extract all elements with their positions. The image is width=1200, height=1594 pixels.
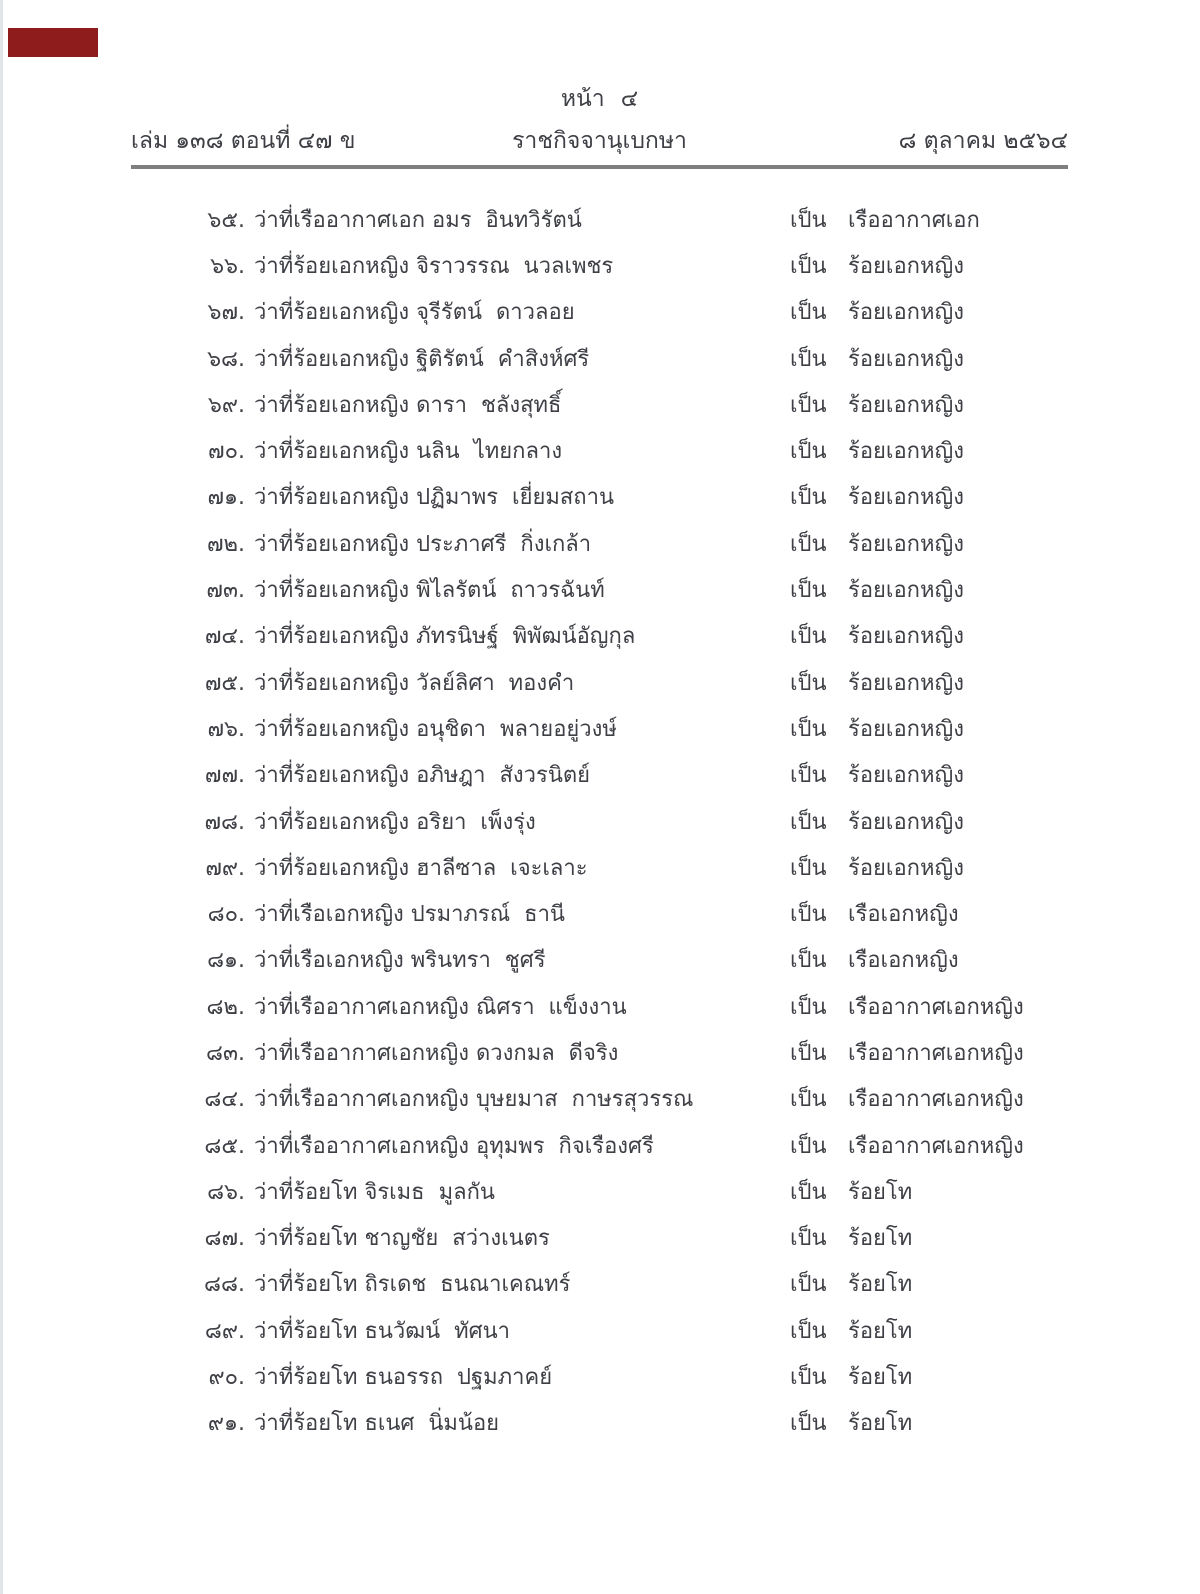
entry-name: ว่าที่ร้อยโท จิรเมธ มูลกัน bbox=[254, 1179, 495, 1205]
entry-new-rank: เรืออากาศเอก bbox=[848, 207, 980, 233]
entry-number: ๗๑. bbox=[207, 485, 245, 511]
entry-new-rank: ร้อยโท bbox=[848, 1365, 913, 1391]
entry-number: ๗๕. bbox=[204, 670, 245, 696]
entry-to-word: เป็น bbox=[790, 578, 827, 604]
entry-new-rank: เรืออากาศเอกหญิง bbox=[848, 1087, 1024, 1113]
entry-new-rank: ร้อยโท bbox=[848, 1411, 913, 1437]
table-row bbox=[181, 659, 1068, 705]
corner-redaction-mark bbox=[8, 28, 98, 57]
entry-number: ๘๓. bbox=[205, 1040, 245, 1066]
entry-name: ว่าที่เรืออากาศเอกหญิง ณิศรา แข็งงาน bbox=[254, 994, 627, 1020]
table-row bbox=[181, 381, 1068, 427]
entry-to-word: เป็น bbox=[790, 1411, 827, 1437]
entry-number: ๗๘. bbox=[204, 809, 245, 835]
entry-to-word: เป็น bbox=[790, 1272, 827, 1298]
entry-name: ว่าที่ร้อยโท ชาญชัย สว่างเนตร bbox=[254, 1226, 550, 1252]
entry-name: ว่าที่ร้อยเอกหญิง อนุชิดา พลายอยู่วงษ์ bbox=[254, 716, 617, 742]
entry-to-word: เป็น bbox=[790, 1365, 827, 1391]
entry-number: ๘๕. bbox=[204, 1133, 245, 1159]
table-row bbox=[181, 1307, 1068, 1353]
entry-number: ๘๑. bbox=[207, 948, 245, 974]
page-number-label: หน้า bbox=[560, 86, 605, 112]
entry-new-rank: ร้อยเอกหญิง bbox=[848, 485, 964, 511]
entry-name: ว่าที่ร้อยเอกหญิง ประภาศรี กิ่งเกล้า bbox=[254, 531, 592, 557]
entry-name: ว่าที่เรืออากาศเอก อมร อินทวิรัตน์ bbox=[254, 207, 582, 233]
entry-to-word: เป็น bbox=[790, 531, 827, 557]
volume-issue: เล่ม ๑๓๘ ตอนที่ ๔๗ ข bbox=[131, 128, 356, 154]
entry-to-word: เป็น bbox=[790, 1133, 827, 1159]
entry-number: ๗๐. bbox=[208, 439, 245, 465]
entry-new-rank: ร้อยโท bbox=[848, 1272, 913, 1298]
entry-to-word: เป็น bbox=[790, 902, 827, 928]
entry-to-word: เป็น bbox=[790, 1226, 827, 1252]
entry-to-word: เป็น bbox=[790, 948, 827, 974]
table-row bbox=[181, 613, 1068, 659]
table-row bbox=[181, 983, 1068, 1029]
entry-new-rank: ร้อยเอกหญิง bbox=[848, 670, 964, 696]
entry-number: ๖๖. bbox=[210, 253, 245, 279]
entry-to-word: เป็น bbox=[790, 485, 827, 511]
entry-new-rank: ร้อยเอกหญิง bbox=[848, 716, 964, 742]
table-row bbox=[181, 1029, 1068, 1075]
entries-list bbox=[181, 196, 1068, 1446]
table-row bbox=[181, 1168, 1068, 1214]
entry-number: ๘๒. bbox=[206, 994, 245, 1020]
entry-name: ว่าที่ร้อยเอกหญิง จิราวรรณ นวลเพชร bbox=[254, 253, 614, 279]
entry-new-rank: ร้อยโท bbox=[848, 1318, 913, 1344]
table-row bbox=[181, 752, 1068, 798]
table-row bbox=[181, 705, 1068, 751]
entry-name: ว่าที่ร้อยโท ธนวัฒน์ ทัศนา bbox=[254, 1318, 511, 1344]
entry-new-rank: เรือเอกหญิง bbox=[848, 948, 959, 974]
entry-name: ว่าที่ร้อยเอกหญิง ภัทรนิษฐ์ พิพัฒน์อัญกุล bbox=[254, 624, 636, 650]
publication-date: ๘ ตุลาคม ๒๕๖๔ bbox=[898, 128, 1068, 154]
entry-new-rank: เรืออากาศเอกหญิง bbox=[848, 1040, 1024, 1066]
entry-new-rank: ร้อยเอกหญิง bbox=[848, 809, 964, 835]
table-row bbox=[181, 844, 1068, 890]
entry-new-rank: ร้อยเอกหญิง bbox=[848, 763, 964, 789]
entry-name: ว่าที่ร้อยเอกหญิง ปฏิมาพร เยี่ยมสถาน bbox=[254, 485, 615, 511]
entry-to-word: เป็น bbox=[790, 1179, 827, 1205]
entry-new-rank: ร้อยโท bbox=[848, 1179, 913, 1205]
entry-new-rank: ร้อยเอกหญิง bbox=[848, 300, 964, 326]
entry-to-word: เป็น bbox=[790, 207, 827, 233]
entry-number: ๗๙. bbox=[205, 855, 245, 881]
table-row bbox=[181, 335, 1068, 381]
table-row bbox=[181, 1261, 1068, 1307]
table-row bbox=[181, 1215, 1068, 1261]
entry-number: ๗๓. bbox=[206, 578, 245, 604]
page-number-line bbox=[131, 83, 1068, 115]
table-row bbox=[181, 566, 1068, 612]
table-row bbox=[181, 937, 1068, 983]
table-row bbox=[181, 890, 1068, 936]
entry-name: ว่าที่ร้อยเอกหญิง จุรีรัตน์ ดาวลอย bbox=[254, 300, 575, 326]
entry-number: ๙๐. bbox=[208, 1365, 245, 1391]
entry-new-rank: ร้อยเอกหญิง bbox=[848, 346, 964, 372]
entry-new-rank: ร้อยเอกหญิง bbox=[848, 624, 964, 650]
entry-new-rank: ร้อยเอกหญิง bbox=[848, 392, 964, 418]
entry-name: ว่าที่ร้อยเอกหญิง ฐิติรัตน์ คำสิงห์ศรี bbox=[254, 346, 590, 372]
entry-number: ๗๒. bbox=[206, 531, 245, 557]
entry-to-word: เป็น bbox=[790, 624, 827, 650]
entry-name: ว่าที่ร้อยเอกหญิง ฮาลีซาล เจะเลาะ bbox=[254, 855, 588, 881]
entry-to-word: เป็น bbox=[790, 253, 827, 279]
page-content bbox=[131, 0, 1068, 1446]
entry-to-word: เป็น bbox=[790, 1087, 827, 1113]
table-row bbox=[181, 196, 1068, 242]
table-row bbox=[181, 474, 1068, 520]
entry-to-word: เป็น bbox=[790, 392, 827, 418]
entry-number: ๘๔. bbox=[204, 1087, 245, 1113]
entry-new-rank: เรือเอกหญิง bbox=[848, 902, 959, 928]
entry-number: ๘๖. bbox=[207, 1179, 245, 1205]
entry-name: ว่าที่ร้อยเอกหญิง พิไลรัตน์ ถาวรฉันท์ bbox=[254, 578, 605, 604]
entry-to-word: เป็น bbox=[790, 716, 827, 742]
entry-to-word: เป็น bbox=[790, 670, 827, 696]
gazette-title: ราชกิจจานุเบกษา bbox=[512, 128, 687, 154]
entry-new-rank: ร้อยเอกหญิง bbox=[848, 855, 964, 881]
entry-new-rank: ร้อยเอกหญิง bbox=[848, 253, 964, 279]
table-row bbox=[181, 289, 1068, 335]
entry-new-rank: ร้อยเอกหญิง bbox=[848, 578, 964, 604]
entry-name: ว่าที่เรืออากาศเอกหญิง ดวงกมล ดีจริง bbox=[254, 1040, 619, 1066]
entry-number: ๙๑. bbox=[207, 1411, 245, 1437]
entry-number: ๖๙. bbox=[207, 392, 245, 418]
table-row bbox=[181, 1353, 1068, 1399]
entry-number: ๖๘. bbox=[207, 346, 245, 372]
entry-number: ๘๗. bbox=[204, 1226, 245, 1252]
entry-to-word: เป็น bbox=[790, 763, 827, 789]
table-row bbox=[181, 427, 1068, 473]
table-row bbox=[181, 1122, 1068, 1168]
entry-new-rank: ร้อยโท bbox=[848, 1226, 913, 1252]
entry-to-word: เป็น bbox=[790, 1318, 827, 1344]
entry-name: ว่าที่ร้อยเอกหญิง นลิน ไทยกลาง bbox=[254, 439, 563, 465]
entry-to-word: เป็น bbox=[790, 300, 827, 326]
entry-new-rank: ร้อยเอกหญิง bbox=[848, 439, 964, 465]
entry-to-word: เป็น bbox=[790, 855, 827, 881]
entry-name: ว่าที่ร้อยเอกหญิง อภิษฎา สังวรนิตย์ bbox=[254, 763, 591, 789]
entry-number: ๗๔. bbox=[204, 624, 245, 650]
entry-number: ๘๙. bbox=[204, 1318, 245, 1344]
entry-name: ว่าที่เรือเอกหญิง ปรมาภรณ์ ธานี bbox=[254, 902, 565, 928]
entry-to-word: เป็น bbox=[790, 994, 827, 1020]
entry-new-rank: เรืออากาศเอกหญิง bbox=[848, 1133, 1024, 1159]
table-row bbox=[181, 798, 1068, 844]
entry-number: ๖๗. bbox=[207, 300, 245, 326]
entry-new-rank: เรืออากาศเอกหญิง bbox=[848, 994, 1024, 1020]
entry-name: ว่าที่เรืออากาศเอกหญิง อุทุมพร กิจเรืองศรี bbox=[254, 1133, 654, 1159]
entry-name: ว่าที่เรือเอกหญิง พรินทรา ชูศรี bbox=[254, 948, 546, 974]
table-row bbox=[181, 242, 1068, 288]
entry-number: ๗๖. bbox=[207, 716, 245, 742]
table-row bbox=[181, 1400, 1068, 1446]
scan-edge-line bbox=[0, 0, 3, 1594]
entry-name: ว่าที่ร้อยโท ธนอรรถ ปฐมภาคย์ bbox=[254, 1365, 553, 1391]
entry-name: ว่าที่เรืออากาศเอกหญิง บุษยมาส กาษรสุวรรณ bbox=[254, 1087, 694, 1113]
entry-number: ๘๐. bbox=[207, 902, 245, 928]
entry-to-word: เป็น bbox=[790, 809, 827, 835]
header-divider bbox=[131, 165, 1068, 169]
entry-name: ว่าที่ร้อยเอกหญิง ดารา ชลังสุทธิ์ bbox=[254, 392, 562, 418]
table-row bbox=[181, 1076, 1068, 1122]
entry-number: ๘๘. bbox=[204, 1272, 245, 1298]
entry-name: ว่าที่ร้อยโท ถิรเดช ธนณาเคณทร์ bbox=[254, 1272, 571, 1298]
entry-name: ว่าที่ร้อยเอกหญิง อริยา เพ็งรุ่ง bbox=[254, 809, 536, 835]
entry-to-word: เป็น bbox=[790, 1040, 827, 1066]
entry-name: ว่าที่ร้อยโท ธเนศ นิ่มน้อย bbox=[254, 1411, 500, 1437]
entry-number: ๖๕. bbox=[207, 207, 245, 233]
entry-to-word: เป็น bbox=[790, 346, 827, 372]
masthead bbox=[131, 125, 1068, 157]
table-row bbox=[181, 520, 1068, 566]
page-number-value: ๔ bbox=[620, 86, 639, 112]
entry-name: ว่าที่ร้อยเอกหญิง วัลย์ลิศา ทองคำ bbox=[254, 670, 575, 696]
entry-to-word: เป็น bbox=[790, 439, 827, 465]
entry-new-rank: ร้อยเอกหญิง bbox=[848, 531, 964, 557]
entry-number: ๗๗. bbox=[204, 763, 245, 789]
